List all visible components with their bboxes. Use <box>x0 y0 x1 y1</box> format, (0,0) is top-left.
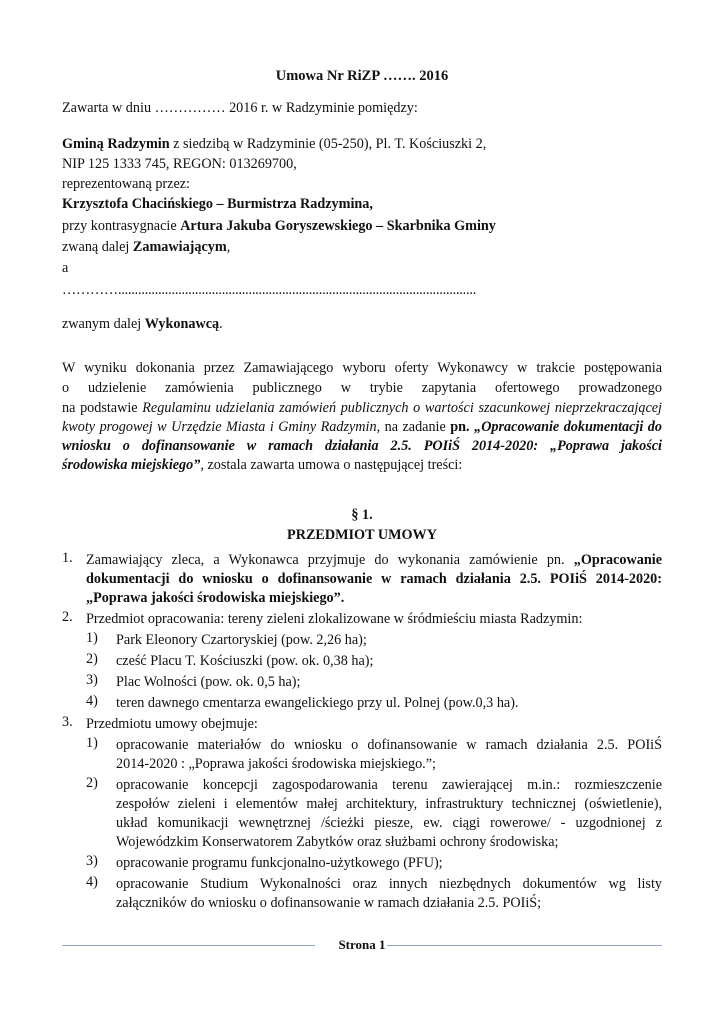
subitem-text: opracowanie koncepcji zagospodarowania terenu zawierającej m.in.: rozmieszczenie <box>116 777 662 793</box>
preamble-l4c: pn. <box>450 419 475 435</box>
subitem-text: cześć Placu T. Kościuszki (pow. ok. 0,38 ha); <box>116 653 374 669</box>
item-1-line-1-text: Zamawiający zleca, a Wykonawca przyjmuje do wykonania zamówienie pn. <box>86 552 574 568</box>
preamble-line-1: W wyniku dokonania przez Zamawiającego wyboru oferty Wykonawcy w trakcie postępowania <box>62 360 662 376</box>
preamble-l6a: środowiska miejskiego” <box>62 457 201 473</box>
subitem-text: układ komunikacji wewnętrznej /ścieżki piesze, ew. ciągi rowerowe/ - uzgodnionej z <box>116 815 662 831</box>
subitem-number: 4) <box>86 693 98 709</box>
preamble-l4d: „Opracowanie dokumentacji do <box>474 419 662 435</box>
subitem-text: opracowanie Studium Wykonalności oraz innych niezbędnych dokumentów wg listy <box>116 876 662 892</box>
called-name: Zamawiającym <box>132 239 227 255</box>
section-number: § 1. <box>351 507 373 523</box>
item-number: 1. <box>62 550 73 566</box>
subitem-number: 1) <box>86 630 98 646</box>
preamble-line-5: wniosku o dofinansowanie w ramach działania 2.5. POIiŚ 2014-2020: „Poprawa jakości <box>62 438 662 454</box>
party2-suffix: . <box>219 316 223 332</box>
party1-line1 <box>62 134 662 154</box>
party1-address: z siedzibą w Radzyminie (05-250), Pl. T. Kościuszki 2, <box>169 136 487 152</box>
subitem-text: Plac Wolności (pow. ok. 0,5 ha); <box>116 674 301 690</box>
subitem-text: Wojewódzkim Konserwatorem Zabytków oraz służbami ochrony środowiska; <box>116 834 559 850</box>
section-heading: PRZEDMIOT UMOWY <box>287 527 437 543</box>
party2-name: Wykonawcą <box>144 316 220 332</box>
subitem-text: załączników do wniosku o dofinansowanie w ramach działania 2.5. POIiŚ; <box>116 895 542 911</box>
called-prefix: zwaną dalej <box>62 239 133 255</box>
preamble-line-4 <box>62 417 662 437</box>
preamble-l3a: na podstawie <box>62 400 143 416</box>
subitem-text: Park Eleonory Czartoryskiej (pow. 2,26 ha); <box>116 632 367 648</box>
party2-prefix: zwanym dalej <box>62 316 145 332</box>
item-number: 2. <box>62 609 73 625</box>
preamble-l4b: , na zadanie <box>376 419 451 435</box>
preamble-l4a: kwoty progowej w Urzędzie Miasta i Gminy Radzymin <box>62 419 377 435</box>
party1-ids: NIP 125 1333 745, REGON: 013269700, <box>62 156 297 172</box>
subitem-text: 2014-2020 : „Poprawa jakości środowiska miejskiego.”; <box>116 756 436 772</box>
preamble-l6b: , zostala zawarta umowa o następującej treści: <box>200 457 463 473</box>
subitem-number: 3) <box>86 672 98 688</box>
item-1-line-1-bold: „Opracowanie <box>573 552 662 568</box>
subitem-number: 4) <box>86 874 98 890</box>
subitem-text: zespołów zieleni i elementów małej architektury, infrastruktury technicznej (oświetlenie), <box>116 796 662 812</box>
page-number: Strona 1 <box>338 937 386 952</box>
called-suffix: , <box>226 239 231 255</box>
preamble-line-3 <box>62 398 662 418</box>
subitem-number: 2) <box>86 651 98 667</box>
party1-called <box>62 237 662 257</box>
party1-represented: reprezentowaną przez: <box>62 176 190 192</box>
subitem-text: opracowanie programu funkcjonalno-użytkowego (PFU); <box>116 855 443 871</box>
party1-countersign <box>62 216 662 236</box>
item-1-line-1 <box>86 550 662 570</box>
subitem-text: teren dawnego cmentarza ewangelickiego przy ul. Polnej (pow.0,3 ha). <box>116 695 519 711</box>
item-1-line-3: „Poprawa jakości środowiska miejskiego”. <box>86 590 345 606</box>
preamble-l3b: Regulaminu udzielania zamówień publicznych o wartości szacunkowej nieprzekraczającej <box>142 400 662 416</box>
preamble-line-2: o udzielenie zamówienia publicznego w trybie zapytania ofertowego prowadzonego <box>62 380 662 396</box>
item-2-text: Przedmiot opracowania: tereny zieleni zlokalizowane w śródmieściu miasta Radzymin: <box>86 611 583 627</box>
and-word: a <box>62 260 69 276</box>
subitem-number: 1) <box>86 735 98 751</box>
preamble-line-6 <box>62 455 662 475</box>
subitem-text: opracowanie materiałów do wniosku o dofinansowanie w ramach działania 2.5. POIiŚ <box>116 737 662 753</box>
intro-line: Zawarta w dniu …………… 2016 r. w Radzyminie pomiędzy: <box>62 100 418 116</box>
item-1-line-2: dokumentacji do wniosku o dofinansowanie w ramach działania 2.5. POIiŚ 2014-2020: <box>86 571 662 587</box>
item-3-text: Przedmiotu umowy obejmuje: <box>86 716 258 732</box>
subitem-number: 3) <box>86 853 98 869</box>
subitem-number: 2) <box>86 775 98 791</box>
contract-title: Umowa Nr RiZP ……. 2016 <box>275 68 449 84</box>
item-number: 3. <box>62 714 73 730</box>
party1-name: Gminą Radzymin <box>62 136 170 152</box>
party2-line <box>62 314 662 334</box>
contractor-dots: …………........................................................................................................... <box>62 282 477 298</box>
countersign-name: Artura Jakuba Goryszewskiego – Skarbnika Gminy <box>180 218 496 234</box>
party1-mayor: Krzysztofa Chacińskiego – Burmistrza Radzymina, <box>62 196 373 212</box>
countersign-prefix: przy kontrasygnacie <box>62 218 181 234</box>
